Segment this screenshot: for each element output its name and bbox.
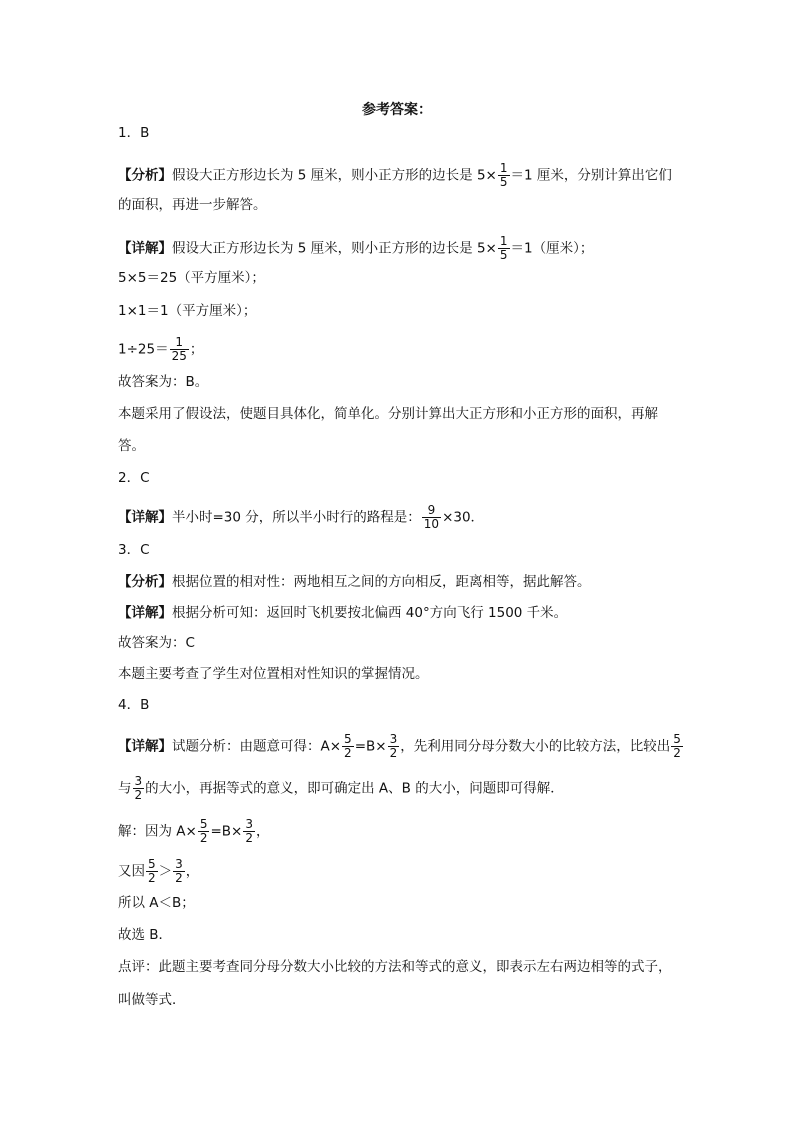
fraction-numerator: 5 (344, 732, 352, 746)
q1-detail-text: 假设大正方形边长为 5 厘米，则小正方形的边长是 5× (172, 240, 497, 257)
q4-solution-text: 解：因为 A× (118, 823, 197, 840)
fraction-numerator: 5 (199, 817, 208, 831)
fraction-denominator: 2 (389, 746, 398, 760)
q4-solution-fraction-2 (243, 818, 255, 845)
fraction-denominator: 5 (499, 248, 508, 262)
q1-calc-3 (118, 336, 203, 363)
q1-detail-tag: 【详解】 (118, 240, 172, 257)
fraction-denominator: 5 (499, 175, 508, 189)
fraction-denominator: 2 (245, 831, 254, 845)
q2-fraction (422, 504, 441, 531)
q4-solution2-text: 又因 (118, 863, 145, 880)
q4-solution-1 (118, 818, 270, 845)
q2-number: 2．C (118, 470, 150, 486)
fraction-denominator: 2 (199, 831, 208, 845)
q4-solution2-fraction-1 (146, 858, 158, 885)
q1-analysis-line (118, 162, 672, 189)
fraction-numerator: 5 (148, 857, 156, 871)
q2-detail-end: ×30． (442, 509, 485, 526)
q1-calc-3-end: ； (189, 341, 204, 358)
q1-summary-2: 答。 (118, 438, 145, 454)
q4-comment-2: 叫做等式． (118, 992, 186, 1008)
q4-fraction-3 (671, 733, 683, 760)
q4-detail-text-3: ，先利用同分母分数大小的比较方法，比较出 (400, 738, 671, 755)
q4-fraction-4 (133, 775, 145, 802)
q4-line2-text-2: 的大小，再据等式的意义，即可确定出 A、B 的大小，问题即可得解． (145, 780, 564, 797)
q1-answer: 故答案为：B。 (118, 374, 209, 390)
fraction-denominator: 2 (148, 871, 156, 885)
q4-fraction-2 (388, 733, 400, 760)
q4-solution-text-2: =B× (210, 823, 243, 840)
fraction-numerator: 3 (134, 774, 143, 788)
q3-number: 3．C (118, 542, 150, 558)
q2-detail-text: 半小时=30 分，所以半小时行的路程是： (172, 509, 421, 526)
fraction-denominator: 10 (423, 517, 440, 531)
fraction-numerator: 1 (499, 234, 508, 248)
fraction-denominator: 2 (673, 746, 681, 760)
q4-solution-2 (118, 858, 199, 885)
q1-analysis-tag: 【分析】 (118, 167, 172, 184)
q4-comment-1: 点评：此题主要考查同分母分数大小比较的方法和等式的意义，即表示左右两边相等的式子， (118, 959, 672, 975)
q4-solution-4: 故选 B． (118, 927, 173, 943)
fraction-numerator: 3 (245, 817, 254, 831)
q1-calc-1: 5×5＝25（平方厘米）； (118, 270, 265, 286)
page-title: 参考答案： (362, 102, 432, 118)
fraction-numerator: 1 (170, 336, 189, 350)
q4-solution2-text-2: ＞ (158, 863, 173, 880)
q4-detail-text: 试题分析：由题意可得：A× (172, 738, 342, 755)
q1-summary-1: 本题采用了假设法，使题目具体化，简单化。分别计算出大正方形和小正方形的面积，再解 (118, 406, 658, 422)
q4-detail-line-2 (118, 775, 564, 802)
q3-answer: 故答案为：C (118, 635, 195, 651)
q1-number: 1．B (118, 125, 150, 141)
q1-detail-text-end: ＝1（厘米）； (510, 240, 594, 257)
q1-detail-fraction (498, 235, 510, 262)
q4-detail-text-2: =B× (354, 738, 387, 755)
q1-calc-3-fraction (170, 336, 189, 363)
q4-detail-tag: 【详解】 (118, 738, 172, 755)
q1-calc-3-text: 1÷25＝ (118, 341, 169, 358)
q3-detail-text: 根据分析可知：返回时飞机要按北偏西 40°方向飞行 1500 千米。 (172, 605, 568, 621)
fraction-numerator: 9 (422, 504, 441, 518)
q1-analysis-line-2: 的面积，再进一步解答。 (118, 197, 267, 213)
q4-solution-text-3: ， (256, 823, 270, 840)
q4-fraction-1 (342, 733, 354, 760)
q4-solution-3: 所以 A＜B； (118, 895, 195, 911)
q3-analysis-line (118, 573, 591, 591)
q1-detail-line (118, 235, 593, 262)
q2-detail-line (118, 504, 484, 531)
q4-detail-line (118, 733, 684, 760)
q3-analysis-text: 根据位置的相对性：两地相互之间的方向相反，距离相等，据此解答。 (172, 574, 591, 590)
fraction-denominator: 25 (171, 349, 187, 363)
q1-analysis-fraction (498, 162, 510, 189)
q4-solution2-text-3: ， (185, 863, 200, 880)
fraction-numerator: 3 (175, 857, 183, 871)
q3-detail-tag: 【详解】 (118, 605, 172, 621)
q4-solution2-fraction-2 (173, 858, 185, 885)
fraction-numerator: 5 (673, 732, 681, 746)
fraction-numerator: 1 (499, 161, 508, 175)
fraction-denominator: 2 (134, 788, 143, 802)
q1-analysis-text-end: ＝1 厘米，分别计算出它们 (510, 167, 672, 184)
q4-number: 4．B (118, 697, 150, 713)
fraction-numerator: 3 (389, 732, 398, 746)
q4-line2-text: 与 (118, 780, 132, 797)
q3-summary: 本题主要考查了学生对位置相对性知识的掌握情况。 (118, 666, 429, 682)
fraction-denominator: 2 (175, 871, 183, 885)
q1-calc-2: 1×1＝1（平方厘米）； (118, 303, 257, 319)
q3-detail-line (118, 604, 567, 622)
q1-analysis-text: 假设大正方形边长为 5 厘米，则小正方形的边长是 5× (172, 167, 497, 184)
q4-solution-fraction-1 (198, 818, 210, 845)
q3-analysis-tag: 【分析】 (118, 574, 172, 590)
fraction-denominator: 2 (344, 746, 352, 760)
q2-detail-tag: 【详解】 (118, 509, 172, 526)
